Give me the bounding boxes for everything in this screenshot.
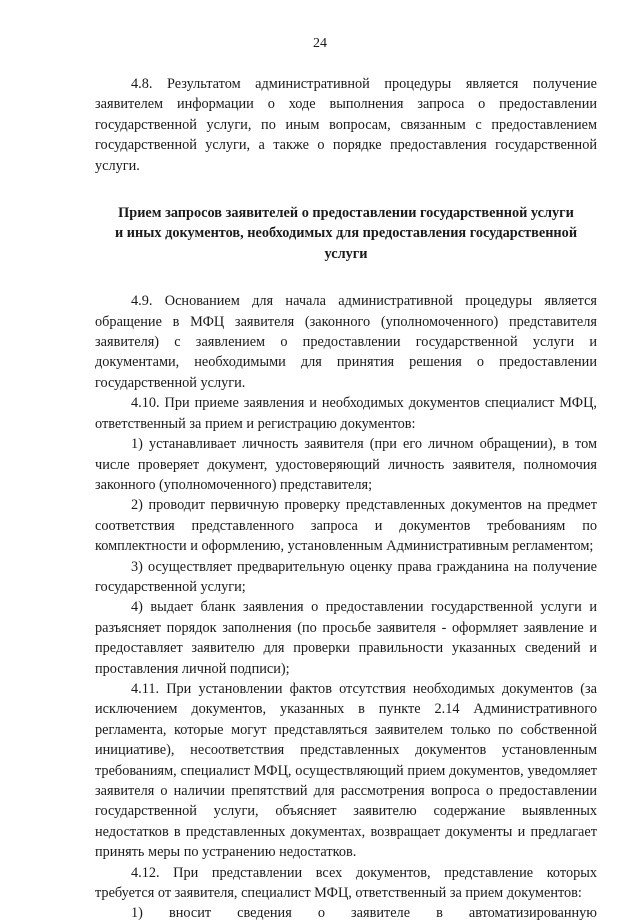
list-item-1: 1) устанавливает личность заявителя (при его личном обращении), в том числе проверяет документ, удостоверяющий личность заявителя, полномочия законного (уполномоченного) представителя;	[95, 436, 597, 493]
list-item-1-continued: 1) вносит сведения о заявителе в автоматизированную	[131, 905, 597, 922]
document-body	[95, 74, 597, 924]
section-heading: Прием запросов заявителей о предоставлении государственной услуги и иных документов, необходимых для предоставления государственной услуги	[114, 205, 578, 262]
paragraph-4-11: 4.11. При установлении фактов отсутствия необходимых документов (за исключением документов, указанных в пункте 2.14 Административного регламента, которые могут представляться заявителем только по собственной инициативе), несоответствия представленных документов установленным требованиям, специалист МФЦ, осуществляющий прием документов, уведомляет заявителя о наличии препятствий для рассмотрения вопроса о предоставлении государственной услуги, объясняет заявителю содержание выявленных недостатков в представленных документах, возвращает документы и предлагает принять меры по устранению недостатков.	[95, 680, 597, 861]
paragraph-4-12: 4.12. При представлении всех документов, представление которых требуется от заявителя, специалист МФЦ, ответственный за прием документов:	[95, 864, 597, 902]
paragraph-4-9: 4.9. Основанием для начала административной процедуры является обращение в МФЦ заявителя (законного (уполномоченного) представителя заявителя) с заявлением о предоставлении государственной услуги и документами, необходимыми для принятия решения о предоставлении государственной услуги.	[95, 293, 597, 391]
page-number: 24	[313, 36, 327, 51]
paragraph-4-8: 4.8. Результатом административной процедуры является получение заявителем информации о ходе выполнения запроса о предоставлении государственной услуги, по иным вопросам, связанным с предоставлением государственной услуги, а также о порядке предоставления государственной услуги.	[95, 76, 597, 174]
list-item-2: 2) проводит первичную проверку представленных документов на предмет соответствия представленного запроса и документов требованиям по комплектности и оформлению, установленным Административным регламентом;	[95, 497, 597, 555]
list-item-3: 3) осуществляет предварительную оценку права гражданина на получение государственной услуги;	[95, 558, 597, 595]
paragraph-4-10: 4.10. При приеме заявления и необходимых документов специалист МФЦ, ответственный за прием и регистрацию документов:	[95, 395, 597, 432]
list-item-4: 4) выдает бланк заявления о предоставлении государственной услуги и разъясняет порядок заполнения (по просьбе заявителя - оформляет заявление и предоставляет заявителю для проверки правильности указанных сведений и проставления личной подписи);	[95, 599, 597, 677]
